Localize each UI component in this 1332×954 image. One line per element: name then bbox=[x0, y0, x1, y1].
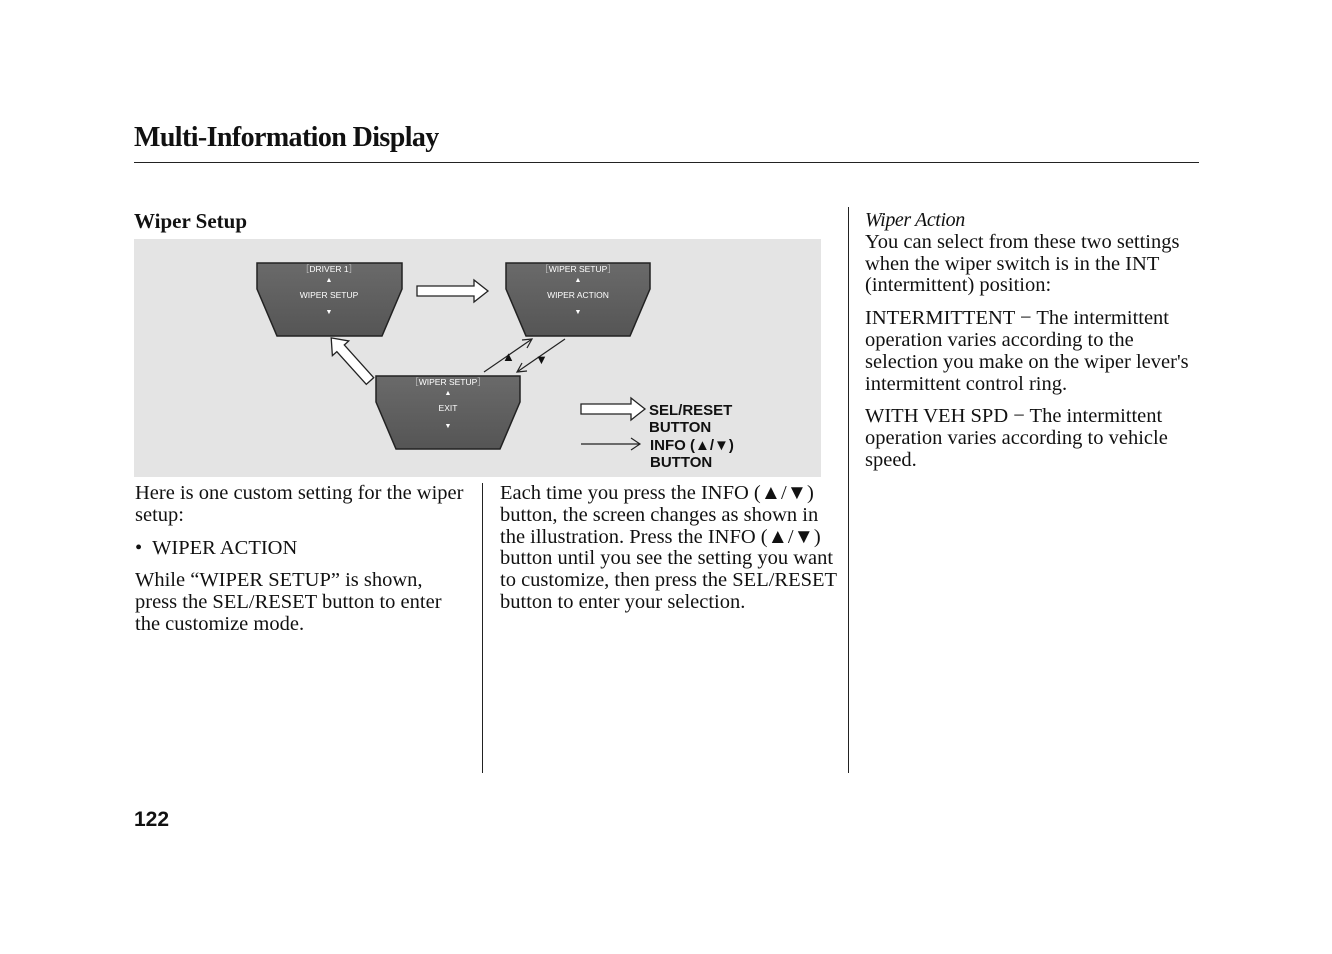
page-title: Multi-Information Display bbox=[134, 122, 439, 153]
section-heading: Wiper Setup bbox=[134, 209, 247, 233]
down-triangle-icon: ▼ bbox=[574, 309, 582, 316]
sel-reset-return-arrow-icon bbox=[323, 331, 378, 389]
option-with-veh-spd: WITH VEH SPD − The intermittent operation varies according to vehicle speed. bbox=[865, 405, 1168, 471]
display-screen-exit bbox=[376, 376, 520, 449]
page-number: 122 bbox=[134, 808, 170, 831]
display-screen-driver bbox=[257, 263, 402, 336]
info-legend-label: INFO (▲/▼) bbox=[650, 437, 734, 454]
up-triangle-icon: ▲ bbox=[574, 277, 582, 284]
info-button-instructions: Each time you press the INFO (▲/▼) button, the screen changes as shown in the illustration. Press the INFO (▲/▼) button until you see the setting you want to customize, then press the SEL/RESET button to enter your selection. bbox=[500, 482, 837, 613]
info-legend-label-2: BUTTON bbox=[650, 454, 713, 471]
sel-reset-legend-arrow-icon bbox=[581, 398, 645, 420]
instruction-text: While “WIPER SETUP” is shown, press the SEL/RESET button to enter the customize mode. bbox=[135, 569, 442, 635]
wiper-action-intro: You can select from these two settings when the wiper switch is in the INT (intermittent) position: bbox=[865, 230, 1180, 297]
column-2 bbox=[500, 483, 840, 625]
bullet-item-text: WIPER ACTION bbox=[152, 536, 298, 559]
down-triangle-icon: ▼ bbox=[444, 423, 452, 430]
up-triangle-icon: ▲ bbox=[325, 277, 333, 284]
screen-label-wiper-action: WIPER ACTION bbox=[547, 290, 609, 300]
wiper-action-heading: Wiper Action bbox=[865, 209, 965, 231]
intro-text: Here is one custom setting for the wiper setup: bbox=[135, 482, 464, 526]
sel-reset-legend-label-2: BUTTON bbox=[649, 419, 712, 436]
screen-header-driver: ［DRIVER 1］ bbox=[300, 264, 358, 274]
down-triangle-icon: ▼ bbox=[535, 352, 548, 367]
up-triangle-icon: ▲ bbox=[502, 349, 515, 364]
sel-reset-legend-label: SEL/RESET bbox=[649, 402, 733, 419]
screen-header-wiper-setup: ［WIPER SETUP］ bbox=[540, 264, 616, 274]
display-screen-wiper-action bbox=[506, 263, 650, 336]
info-legend-arrow-icon bbox=[581, 438, 640, 450]
column-1 bbox=[135, 483, 465, 647]
down-triangle-icon: ▼ bbox=[325, 309, 333, 316]
info-toggle-arrows bbox=[484, 339, 565, 372]
column-3 bbox=[865, 210, 1200, 483]
column-divider bbox=[848, 207, 849, 773]
bullet-icon: • bbox=[135, 536, 143, 559]
up-triangle-icon: ▲ bbox=[444, 390, 452, 397]
bullet-item bbox=[135, 538, 465, 560]
option-intermittent: INTERMITTENT − The intermittent operation varies according to the selection you make on the wiper lever's intermittent control ring. bbox=[865, 307, 1189, 395]
title-rule bbox=[134, 162, 1199, 163]
screen-label-wiper-setup: WIPER SETUP bbox=[299, 290, 359, 300]
screen-label-exit: EXIT bbox=[438, 403, 458, 413]
sel-reset-flow-arrow-icon bbox=[417, 280, 488, 302]
column-divider bbox=[482, 483, 483, 773]
screen-header-wiper-setup: ［WIPER SETUP］ bbox=[410, 377, 486, 387]
wiper-setup-diagram bbox=[134, 239, 821, 477]
